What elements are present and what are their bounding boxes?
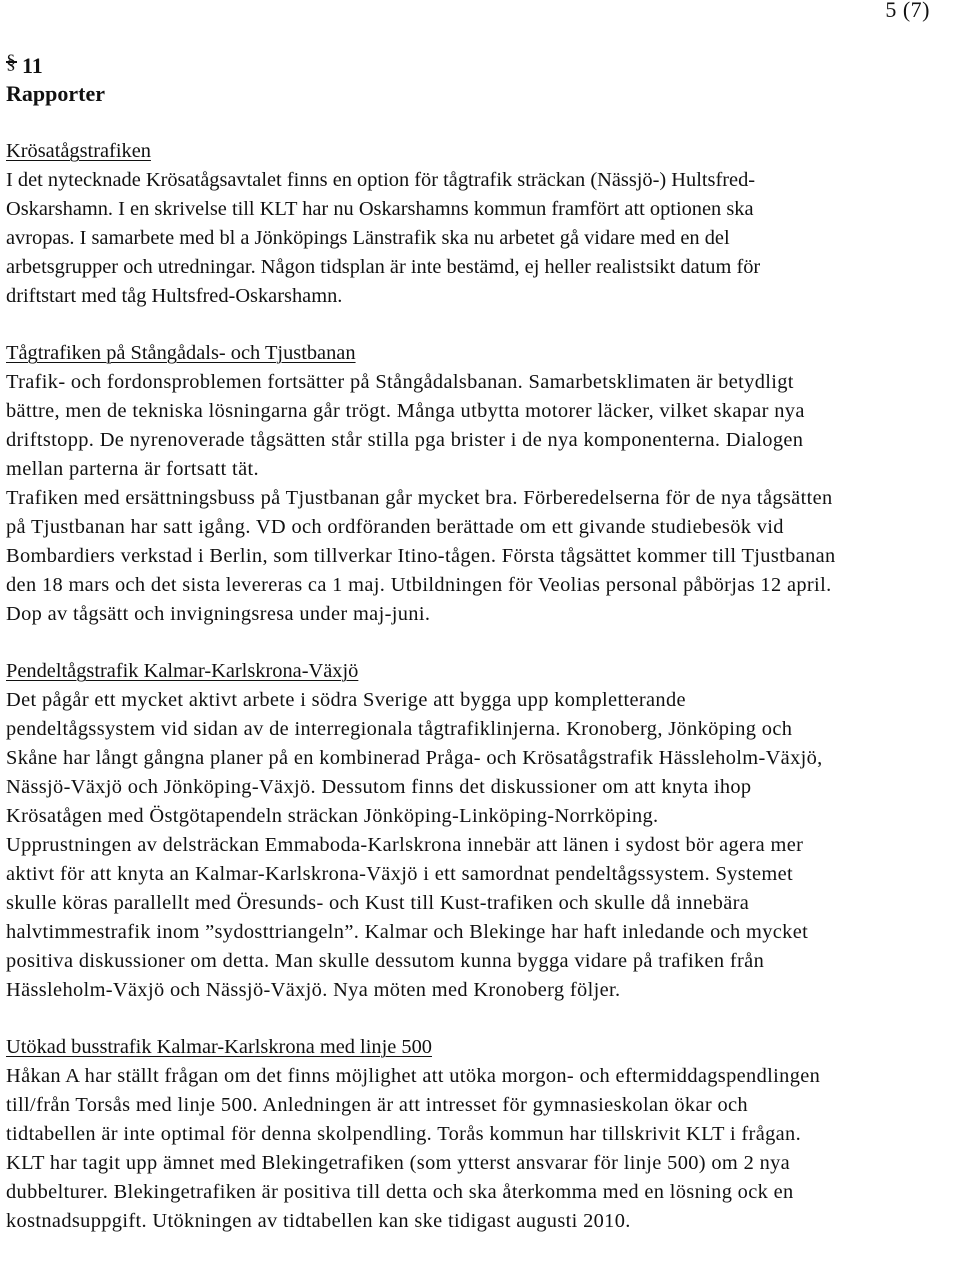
text-line: driftstart med tåg Hultsfred-Oskarshamn.	[6, 285, 343, 307]
text-line: arbetsgrupper och utredningar. Någon tidsplan är inte bestämd, ej heller realistsikt datum för	[6, 256, 761, 278]
text-line: Nässjö-Växjö och Jönköping-Växjö. Dessutom finns det diskussioner om att knyta ihop	[6, 776, 752, 798]
text-line: Dop av tågsätt och invigningsresa under maj-juni.	[6, 603, 431, 625]
text-line: Upprustningen av delsträckan Emmaboda-Karlskrona innebär att länen i sydost bör agera mer	[6, 834, 804, 856]
topic-heading: Pendeltågstrafik Kalmar-Karlskrona-Växjö	[6, 660, 359, 682]
text-line: driftstopp. De nyrenoverade tågsätten står stilla pga brister i de nya komponenterna. Dialogen	[6, 429, 804, 451]
section-number: 11	[22, 53, 43, 78]
text-line: avropas. I samarbete med bl a Jönköpings Länstrafik ska nu arbetet gå vidare med en del	[6, 227, 730, 249]
topic-stangadalsbanan	[6, 339, 956, 629]
topic-heading: Krösatågstrafiken	[6, 140, 151, 162]
text-line: till/från Torsås med linje 500. Anledningen är att intresset för gymnasieskolan ökar och	[6, 1094, 748, 1116]
topic-krosatagstrafiken	[6, 137, 956, 311]
document-body	[6, 137, 956, 1264]
text-line: I det nytecknade Krösatågsavtalet finns en option för tågtrafik sträckan (Nässjö-) Hultsfred-	[6, 169, 756, 191]
topic-linje-500	[6, 1033, 956, 1236]
page-number: 5 (7)	[885, 0, 930, 22]
text-line: kostnadsuppgift. Utökningen av tidtabellen kan ske tidigast augusti 2010.	[6, 1210, 631, 1232]
topic-pendeltagstrafik	[6, 657, 956, 1005]
text-line: KLT har tagit upp ämnet med Blekingetrafiken (som ytterst ansvarar för linje 500) om 2 nya	[6, 1152, 791, 1174]
text-line: bättre, men de tekniska lösningarna går trögt. Många utbytta motorer läcker, vilket skapar nya	[6, 400, 805, 422]
topic-heading: Utökad busstrafik Kalmar-Karlskrona med linje 500	[6, 1036, 432, 1058]
text-line: positiva diskussioner om detta. Man skulle dessutom kunna bygga vidare på trafiken från	[6, 950, 765, 972]
paragraph-mark: §	[6, 52, 18, 78]
text-line: Oskarshamn. I en skrivelse till KLT har nu Oskarshamns kommun framfört att optionen ska	[6, 198, 754, 220]
text-line: skulle köras parallellt med Öresunds- och Kust till Kust-trafiken och skulle då innebära	[6, 892, 750, 914]
text-line: Bombardiers verkstad i Berlin, som tillverkar Itino-tågen. Första tågsättet kommer till Tjustbanan	[6, 545, 836, 567]
text-line: pendeltågssystem vid sidan av de interregionala tågtrafiklinjerna. Kronoberg, Jönköping och	[6, 718, 793, 740]
text-line: mellan parterna är fortsatt tät.	[6, 458, 259, 480]
topic-heading: Tågtrafiken på Stångådals- och Tjustbanan	[6, 342, 356, 364]
text-line: den 18 mars och det sista levereras ca 1 maj. Utbildningen för Veolias personal påbörjas 12 april.	[6, 574, 832, 596]
text-line: Håkan A har ställt frågan om det finns möjlighet att utöka morgon- och eftermiddagspendlingen	[6, 1065, 821, 1087]
text-line: aktivt för att knyta an Kalmar-Karlskrona-Växjö i ett samordnat pendeltågssystem. Systemet	[6, 863, 794, 885]
text-line: tidtabellen är inte optimal för denna skolpendling. Torås kommun har tillskrivit KLT i frågan.	[6, 1123, 802, 1145]
text-line: Krösatågen med Östgötapendeln sträckan Jönköping-Linköping-Norrköping.	[6, 805, 659, 827]
text-line: Trafiken med ersättningsbuss på Tjustbanan går mycket bra. Förberedelserna för de nya tågsätten	[6, 487, 833, 509]
text-line: Hässleholm-Växjö och Nässjö-Växjö. Nya möten med Kronoberg följer.	[6, 979, 621, 1001]
section-heading: Rapporter	[6, 81, 105, 106]
text-line: på Tjustbanan har satt igång. VD och ordföranden berättade om ett givande studiebesök vid	[6, 516, 784, 538]
text-line: Skåne har långt gångna planer på en kombinerad Pråga- och Krösatågstrafik Hässleholm-Växjö,	[6, 747, 823, 769]
text-line: halvtimmestrafik inom ”sydosttriangeln”. Kalmar och Blekinge har haft inledande och mycket	[6, 921, 809, 943]
text-line: dubbelturer. Blekingetrafiken är positiva till detta och ska återkomma med en lösning ock en	[6, 1181, 794, 1203]
text-line: Det pågår ett mycket aktivt arbete i södra Sverige att bygga upp kompletterande	[6, 689, 686, 711]
text-line: Trafik- och fordonsproblemen fortsätter på Stångådalsbanan. Samarbetsklimaten är betydligt	[6, 371, 794, 393]
